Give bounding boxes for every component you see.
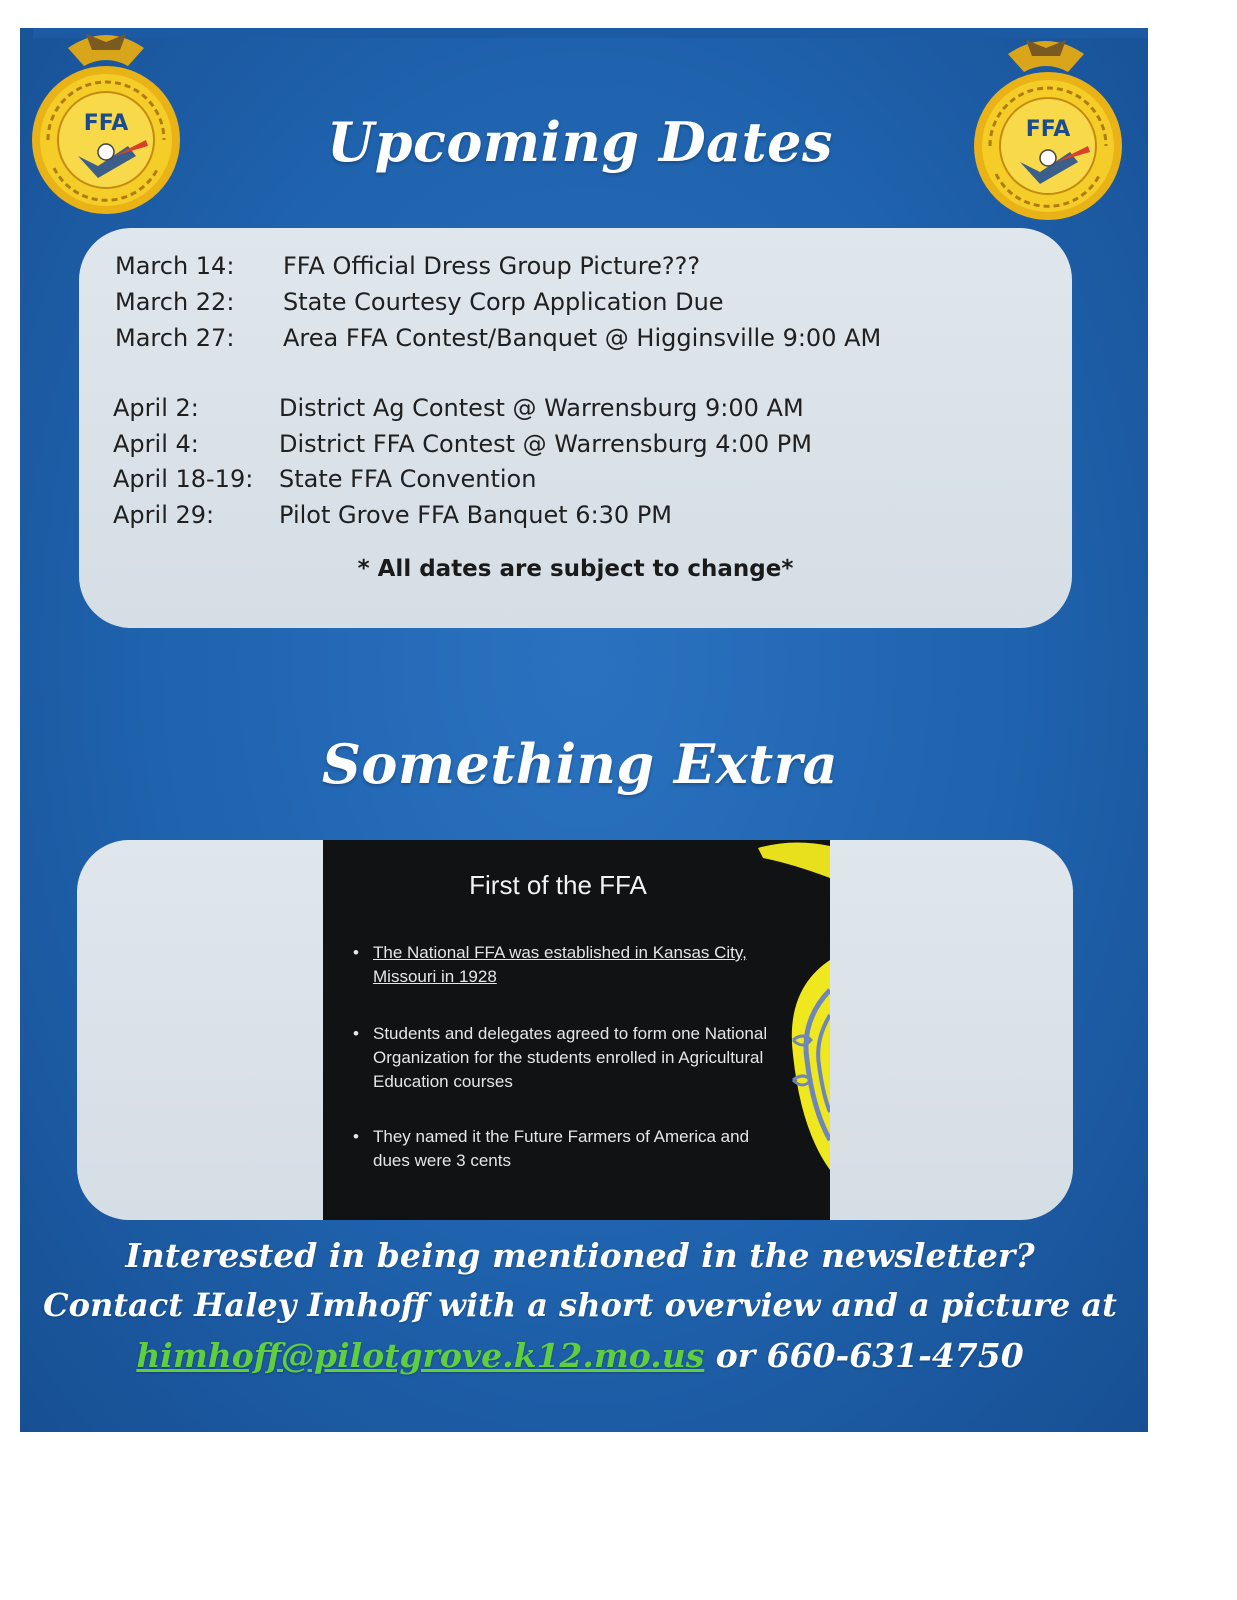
phone-text: or 660-631-4750 xyxy=(715,1336,1024,1375)
svg-text:FFA: FFA xyxy=(1025,117,1071,142)
event-description: District FFA Contest @ Warrensburg 4:00 PM xyxy=(279,430,812,458)
dates-disclaimer: * All dates are subject to change* xyxy=(357,556,794,582)
something-extra-heading: Something Extra xyxy=(321,732,839,796)
event-description: State Courtesy Corp Application Due xyxy=(283,288,724,316)
event-row xyxy=(115,252,1015,286)
event-date: March 14: xyxy=(115,252,235,280)
slide-image xyxy=(323,840,830,1220)
event-date: March 27: xyxy=(115,324,235,352)
event-description: District Ag Contest @ Warrensburg 9:00 AM xyxy=(279,394,804,422)
event-date: March 22: xyxy=(115,288,235,316)
upcoming-dates-heading: Upcoming Dates xyxy=(327,110,833,174)
event-date: April 2: xyxy=(113,394,199,422)
bullet-dot-icon: • xyxy=(353,1127,359,1146)
bullet-dot-icon: • xyxy=(353,1024,359,1043)
event-date: April 18-19: xyxy=(113,465,254,493)
footer-contact xyxy=(0,1336,1160,1375)
event-row xyxy=(115,288,1015,322)
slide-title: First of the FFA xyxy=(469,870,647,900)
event-date: April 29: xyxy=(113,501,215,529)
event-row xyxy=(113,394,1013,428)
footer-line-1: Interested in being mentioned in the newsletter? xyxy=(125,1236,1035,1275)
slide-bullet-text: Students and delegates agreed to form one National Organization for the students enrolled in Agricultural Education courses xyxy=(373,1024,768,1091)
slide-bullet-text: The National FFA was established in Kansas City, Missouri in 1928 xyxy=(373,943,747,986)
svg-text:FFA: FFA xyxy=(83,111,129,136)
event-description: Area FFA Contest/Banquet @ Higginsville 9:00 AM xyxy=(283,324,882,352)
footer-line-2: Contact Haley Imhoff with a short overview and a picture at xyxy=(43,1286,1117,1324)
email-link[interactable]: himhoff@pilotgrove.k12.mo.us xyxy=(136,1336,705,1375)
bullet-dot-icon: • xyxy=(353,943,359,962)
event-description: FFA Official Dress Group Picture??? xyxy=(283,252,701,280)
event-date: April 4: xyxy=(113,430,199,458)
slide-bullet-text: They named it the Future Farmers of America and dues were 3 cents xyxy=(373,1127,750,1170)
event-row xyxy=(113,430,1013,464)
event-description: State FFA Convention xyxy=(279,465,537,493)
event-row xyxy=(115,324,1015,358)
event-row xyxy=(113,501,1013,535)
event-description: Pilot Grove FFA Banquet 6:30 PM xyxy=(279,501,673,529)
event-row xyxy=(113,465,1013,499)
